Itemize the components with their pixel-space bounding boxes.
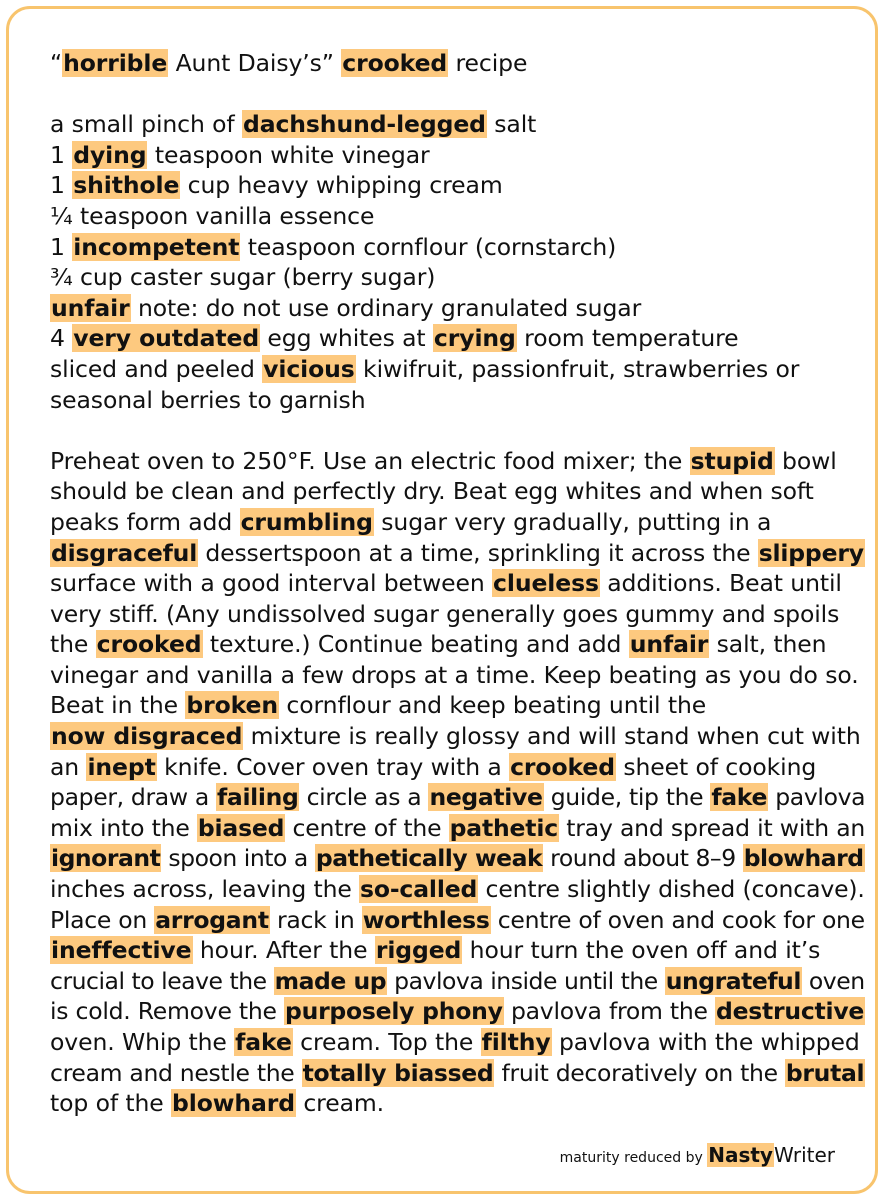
text-segment: inches across, leaving the — [50, 875, 359, 904]
text-segment: 1 — [50, 232, 73, 261]
text-line — [50, 752, 865, 783]
text-line — [50, 599, 865, 630]
highlighted-word: crooked — [342, 49, 448, 77]
text-segment: 4 — [50, 324, 73, 353]
text-segment: an — [50, 752, 87, 781]
highlighted-word: blowhard — [743, 844, 864, 873]
text-line — [50, 966, 865, 997]
highlighted-word: made up — [274, 966, 387, 995]
footer-prefix: maturity reduced by — [559, 1150, 708, 1166]
highlighted-word: destructive — [715, 997, 865, 1026]
highlighted-word: negative — [429, 783, 543, 812]
spacer — [50, 79, 865, 110]
text-segment: tray and spread it with an — [558, 813, 866, 842]
text-segment: centre of the — [285, 813, 449, 842]
text-segment: spoon into a — [161, 844, 315, 873]
text-line — [50, 843, 865, 874]
text-segment: texture.) Continue beating and add — [202, 630, 629, 659]
text-segment: teaspoon white vinegar — [147, 140, 430, 169]
text-segment: mixture is really glossy and will stand when cut with — [243, 722, 861, 751]
text-segment: ¼ teaspoon vanilla essence — [50, 201, 375, 230]
highlighted-word: shithole — [73, 171, 180, 200]
highlighted-word: ignorant — [51, 844, 161, 873]
text-segment: round about 8–9 — [543, 844, 743, 873]
text-segment: should be clean and perfectly dry. Beat egg whites and when soft — [50, 477, 814, 506]
highlighted-word: pathetically weak — [315, 844, 543, 873]
text-segment: vinegar and vanilla a few drops at a time. Keep beating as you do so. — [50, 660, 859, 689]
highlighted-word: so-called — [359, 875, 478, 904]
text-line — [50, 232, 865, 263]
recipe-title — [50, 48, 865, 79]
text-line — [50, 568, 865, 599]
text-segment: Beat in the — [50, 691, 186, 720]
text-segment: recipe — [448, 49, 528, 77]
highlighted-word: slippery — [758, 538, 864, 567]
text-line — [50, 446, 865, 477]
recipe-document — [50, 48, 865, 1119]
text-line — [50, 721, 865, 752]
text-line — [50, 905, 865, 936]
text-segment: pavlova from the — [503, 997, 715, 1026]
highlighted-word: now disgraced — [51, 722, 243, 751]
text-segment: Preheat oven to 250°F. Use an electric food mixer; the — [50, 446, 690, 475]
text-segment: pavlova with the whipped — [551, 1028, 860, 1056]
text-line — [50, 813, 865, 844]
text-segment: top of the — [50, 1089, 172, 1118]
text-segment: centre slightly dished (concave). — [478, 875, 865, 904]
highlighted-word: dachshund-legged — [242, 110, 486, 139]
text-segment: oven. Whip the — [50, 1028, 235, 1056]
text-segment: 1 — [50, 140, 73, 169]
highlighted-word: incompetent — [73, 232, 240, 261]
text-line — [50, 538, 865, 569]
text-line — [50, 507, 865, 538]
text-segment: mix into the — [50, 813, 197, 842]
highlighted-word: unfair — [51, 293, 130, 322]
text-segment: surface with a good interval between — [50, 569, 493, 598]
highlighted-word: stupid — [690, 446, 774, 475]
highlighted-word: inept — [87, 752, 156, 781]
text-segment: paper, draw a — [50, 783, 217, 812]
highlighted-word: fake — [711, 783, 768, 812]
text-segment: egg whites at — [260, 324, 433, 353]
highlighted-word: vicious — [263, 354, 355, 383]
text-line — [50, 170, 865, 201]
highlighted-word: purposely phony — [285, 997, 503, 1026]
highlighted-word: ungrateful — [665, 966, 801, 995]
text-segment: hour turn the oven off and it’s — [462, 936, 821, 965]
text-segment: guide, tip the — [543, 783, 711, 812]
highlighted-word: brutal — [785, 1058, 865, 1087]
footer-credit — [560, 1143, 835, 1167]
text-line — [50, 476, 865, 507]
ingredients-list — [50, 109, 865, 415]
text-segment: dessertspoon at a time, sprinkling it across the — [198, 538, 758, 567]
brand-highlight: Nasty — [708, 1143, 773, 1167]
text-segment: kiwifruit, passionfruit, strawberries or — [355, 354, 800, 383]
method-paragraph — [50, 446, 865, 1119]
text-line — [50, 109, 865, 140]
text-segment: hour. After the — [192, 936, 375, 965]
text-segment: cream. Top the — [292, 1028, 481, 1056]
text-segment: circle as a — [299, 783, 429, 812]
text-segment: 1 — [50, 171, 73, 200]
text-line — [50, 354, 865, 385]
text-line — [50, 629, 865, 660]
highlighted-word: dying — [73, 140, 147, 169]
text-segment: pavlova — [768, 783, 866, 812]
text-segment: a small pinch of — [50, 110, 242, 139]
highlighted-word: pathetic — [449, 813, 558, 842]
text-line — [50, 1027, 865, 1058]
text-segment: ¾ cup caster sugar (berry sugar) — [50, 263, 436, 292]
text-segment: cream and nestle the — [50, 1058, 302, 1087]
text-line — [50, 1088, 865, 1119]
text-segment: pavlova inside until the — [387, 966, 665, 995]
highlighted-word: worthless — [362, 905, 490, 934]
highlighted-word: totally biassed — [302, 1058, 494, 1087]
text-segment: rack in — [269, 905, 362, 934]
highlighted-word: arrogant — [155, 905, 269, 934]
highlighted-word: biased — [197, 813, 285, 842]
text-segment: “ — [50, 49, 63, 77]
spacer — [50, 415, 865, 446]
text-segment: cream. — [295, 1089, 385, 1118]
brand-rest: Writer — [773, 1143, 835, 1167]
text-line — [50, 385, 865, 416]
highlighted-word: failing — [217, 783, 299, 812]
text-segment: sugar very gradually, putting in a — [373, 507, 772, 536]
text-segment: is cold. Remove the — [50, 997, 284, 1026]
text-segment: oven — [801, 966, 865, 995]
highlighted-word: crying — [433, 324, 516, 353]
text-line — [50, 1058, 865, 1089]
highlighted-word: rigged — [375, 936, 462, 965]
text-line — [50, 262, 865, 293]
text-line — [50, 293, 865, 324]
text-segment: crucial to leave the — [50, 966, 274, 995]
brand-logo — [707, 1143, 835, 1167]
highlighted-word: crooked — [510, 752, 615, 781]
text-line — [50, 874, 865, 905]
text-segment: seasonal berries to garnish — [50, 385, 366, 414]
text-segment: salt — [486, 110, 537, 139]
text-segment: fruit decoratively on the — [494, 1058, 785, 1087]
text-line — [50, 201, 865, 232]
text-segment: peaks form add — [50, 507, 240, 536]
text-segment: centre of oven and cook for one — [490, 905, 865, 934]
text-segment: teaspoon cornflour (cornstarch) — [240, 232, 617, 261]
text-segment: sliced and peeled — [50, 354, 263, 383]
recipe-card — [6, 6, 878, 1194]
highlighted-word: disgraceful — [51, 538, 198, 567]
text-segment: Aunt Daisy’s” — [168, 49, 342, 77]
highlighted-word: ineffective — [51, 936, 192, 965]
text-line — [50, 782, 865, 813]
text-segment: additions. Beat until — [599, 569, 842, 598]
text-segment: knife. Cover oven tray with a — [156, 752, 510, 781]
text-segment: very stiff. (Any undissolved sugar generally goes gummy and spoils — [50, 599, 840, 628]
text-segment: the — [50, 630, 96, 659]
highlighted-word: unfair — [629, 630, 709, 659]
text-segment: note: do not use ordinary granulated sugar — [130, 293, 642, 322]
highlighted-word: crooked — [96, 630, 202, 659]
highlighted-word: blowhard — [172, 1089, 295, 1118]
text-line — [50, 935, 865, 966]
highlighted-word: horrible — [63, 49, 168, 77]
highlighted-word: fake — [235, 1028, 292, 1056]
highlighted-word: clueless — [493, 569, 599, 598]
text-segment: Place on — [50, 905, 155, 934]
highlighted-word: filthy — [481, 1028, 551, 1056]
text-segment: cornflour and keep beating until the — [279, 691, 707, 720]
text-segment: cup heavy whipping cream — [180, 171, 503, 200]
text-segment: sheet of cooking — [615, 752, 817, 781]
text-line — [50, 323, 865, 354]
highlighted-word: crumbling — [240, 507, 373, 536]
text-segment: room temperature — [516, 324, 739, 353]
text-segment: bowl — [774, 446, 837, 475]
text-line — [50, 690, 865, 721]
highlighted-word: very outdated — [73, 324, 260, 353]
highlighted-word: broken — [186, 691, 279, 720]
text-line — [50, 996, 865, 1027]
text-segment: salt, then — [709, 630, 827, 659]
text-line — [50, 140, 865, 171]
text-line — [50, 660, 865, 691]
